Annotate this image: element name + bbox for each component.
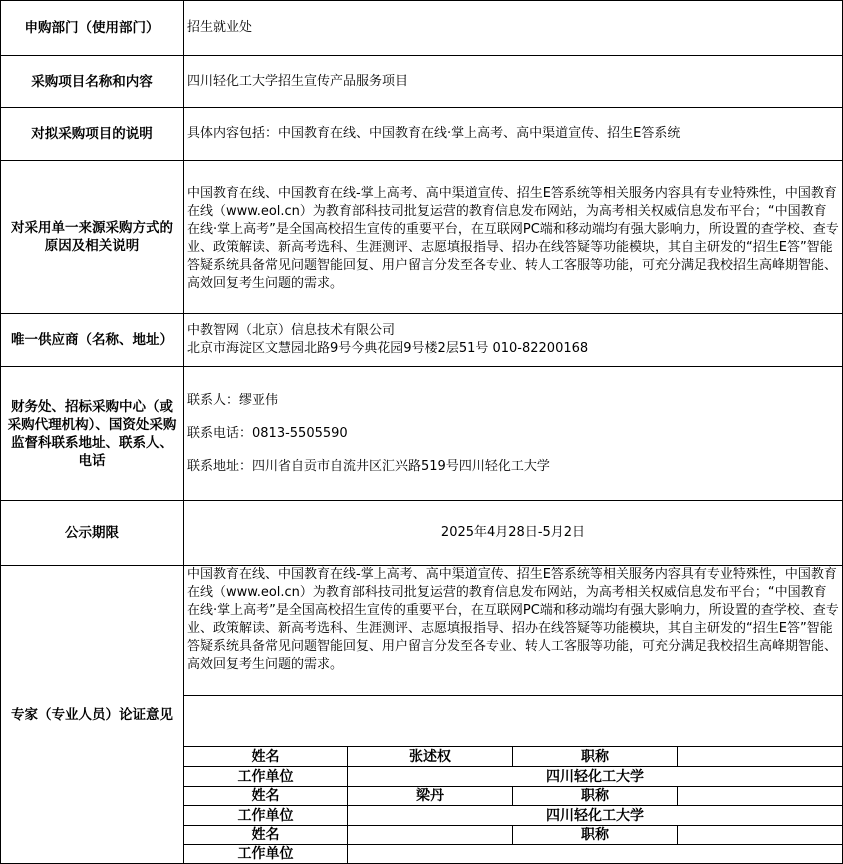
expert-opinion: 中国教育在线、中国教育在线-掌上高考、高中渠道宣传、招生E答系统等相关服务内容具有专业特殊性，中国教育在线（www.eol.cn）为教育部科技司批复运营的教育信息发布网站，为高考相关权威信息发布平台；“中国教育在线·掌上高考”是全国高校招生宣传的重要平台，在互联网PC端和移动端均有强大影响力，所设置的查学校、查专业、政策解读、新高考选科、生涯测评、志愿填报指导、招办在线答疑等功能模块，其自主研发的“招生E答”智能答疑系统具备常见问题智能回复、用户留言分发至各专业、转人工客服等功能，可充分满足我校招生高峰期智能、高效回复考生问题的需求。 <box>183 565 843 696</box>
expert-label: 专家（专业人员）论证意见 <box>0 565 184 864</box>
period-label: 公示期限 <box>0 500 184 566</box>
expert-title <box>677 746 843 767</box>
title-label: 职称 <box>512 825 678 845</box>
expert-unit <box>347 844 843 864</box>
title-label: 职称 <box>512 746 678 767</box>
expert-title <box>677 786 843 806</box>
supplier-name: 中教智网（北京）信息技术有限公司 <box>187 323 396 338</box>
expert-title <box>677 825 843 845</box>
title-label: 职称 <box>512 786 678 806</box>
name-label: 姓名 <box>183 746 348 767</box>
unit-label: 工作单位 <box>183 844 348 864</box>
reason-text: 中国教育在线、中国教育在线-掌上高考、高中渠道宣传、招生E答系统等相关服务内容具有专业特殊性，中国教育在线（www.eol.cn）为教育部科技司批复运营的教育信息发布网站，为高考相关权威信息发布平台；“中国教育在线·掌上高考”是全国高校招生宣传的重要平台，在互联网PC端和移动端均有强大影响力，所设置的查学校、查专业、政策解读、新高考选科、生涯测评、志愿填报指导、招办在线答疑等功能模块，其自主研发的“招生E答”智能答疑系统具备常见问题智能回复、用户留言分发至各专业、转人工客服等功能，可充分满足我校招生高峰期智能、高效回复考生问题的需求。 <box>187 186 839 291</box>
expert-unit: 四川轻化工大学 <box>347 766 843 787</box>
reason-value <box>183 160 843 314</box>
expert-name <box>347 825 513 845</box>
expert-name: 张述权 <box>347 746 513 767</box>
description-value: 具体内容包括：中国教育在线、中国教育在线·掌上高考、高中渠道宣传、招生E答系统 <box>183 107 843 161</box>
contact-phone: 联系电话：0813-5505590 <box>187 425 348 441</box>
unit-label: 工作单位 <box>183 766 348 787</box>
contact-value <box>183 366 843 501</box>
dept-label: 申购部门（使用部门） <box>0 0 184 56</box>
period-value: 2025年4月28日-5月2日 <box>183 500 843 566</box>
project-label: 采购项目名称和内容 <box>0 55 184 108</box>
project-value: 四川轻化工大学招生宣传产品服务项目 <box>183 55 843 108</box>
expert-blank <box>183 695 843 747</box>
expert-unit: 四川轻化工大学 <box>347 805 843 826</box>
contact-person: 联系人：缪亚伟 <box>187 392 279 408</box>
supplier-value <box>183 313 843 367</box>
reason-label: 对采用单一来源采购方式的原因及相关说明 <box>0 160 184 314</box>
supplier-label: 唯一供应商（名称、地址） <box>0 313 184 367</box>
contact-label: 财务处、招标采购中心（或采购代理机构）、国资处采购监督科联系地址、联系人、电话 <box>0 366 184 501</box>
expert-name: 梁丹 <box>347 786 513 806</box>
name-label: 姓名 <box>183 786 348 806</box>
unit-label: 工作单位 <box>183 805 348 826</box>
description-label: 对拟采购项目的说明 <box>0 107 184 161</box>
dept-value: 招生就业处 <box>183 0 843 56</box>
supplier-address: 北京市海淀区文慧园北路9号今典花园9号楼2层51号 010-82200168 <box>187 341 589 356</box>
name-label: 姓名 <box>183 825 348 845</box>
contact-address: 联系地址：四川省自贡市自流井区汇兴路519号四川轻化工大学 <box>187 458 550 474</box>
